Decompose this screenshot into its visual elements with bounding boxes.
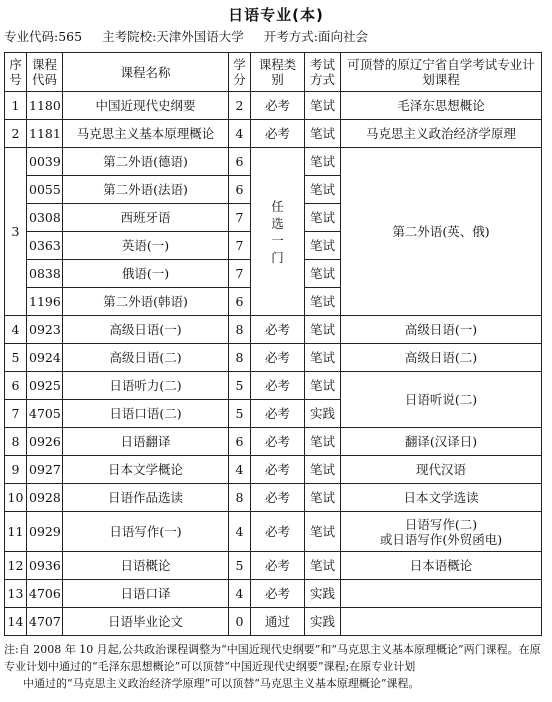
cell-name: 马克思主义基本原理概论 [63,120,229,148]
replace-line-1: 日语写作(二) [404,516,478,532]
cell-credit: 8 [229,344,251,372]
cell-seq: 2 [5,120,27,148]
cell-type: 必考 [251,120,305,148]
cell-type: 必考 [251,456,305,484]
cell-replace [341,580,542,608]
header-seq: 序号 [5,53,27,92]
cell-type: 必考 [251,428,305,456]
cell-replace [341,608,542,636]
cell-exam: 笔试 [305,456,341,484]
table-row [5,552,542,580]
cell-name: 第二外语(韩语) [63,288,229,316]
cell-type: 必考 [251,552,305,580]
cell-exam: 笔试 [305,260,341,288]
cell-credit: 5 [229,552,251,580]
cell-code: 0929 [27,512,63,552]
cell-credit: 5 [229,400,251,428]
cell-exam: 笔试 [305,344,341,372]
cell-name: 第二外语(德语) [63,148,229,176]
cell-type: 必考 [251,512,305,552]
cell-credit: 4 [229,456,251,484]
cell-replace: 毛泽东思想概论 [341,92,542,120]
cell-code: 1180 [27,92,63,120]
table-row [5,456,542,484]
cell-exam: 笔试 [305,288,341,316]
cell-exam: 笔试 [305,512,341,552]
table-row [5,120,542,148]
cell-code: 1181 [27,120,63,148]
exam-school: 主考院校:天津外国语大学 [102,29,244,44]
header-exam: 考试方式 [305,53,341,92]
cell-name: 日语写作(一) [63,512,229,552]
cell-name: 日语翻译 [63,428,229,456]
cell-seq: 14 [5,608,27,636]
cell-replace: 第二外语(英、俄) [341,148,542,316]
cell-seq: 1 [5,92,27,120]
cell-credit: 6 [229,288,251,316]
cell-replace [341,512,542,552]
cell-name: 西班牙语 [63,204,229,232]
cell-code: 0936 [27,552,63,580]
cell-exam: 笔试 [305,204,341,232]
footnote-line-2: 中通过的“马克思主义政治经济学原理”可以顶替“马克思主义基本原理概论”课程。 [23,677,420,690]
table-row [5,316,542,344]
cell-replace: 翻译(汉译日) [341,428,542,456]
cell-code: 0928 [27,484,63,512]
cell-name: 日语口语(二) [63,400,229,428]
cell-exam: 笔试 [305,372,341,400]
cell-name: 第二外语(法语) [63,176,229,204]
cell-credit: 0 [229,608,251,636]
cell-credit: 6 [229,176,251,204]
cell-code: 0039 [27,148,63,176]
cell-credit: 8 [229,484,251,512]
cell-exam: 笔试 [305,92,341,120]
cell-seq: 3 [5,148,27,316]
header-credit: 学分 [229,53,251,92]
cell-type: 必考 [251,400,305,428]
cell-seq: 8 [5,428,27,456]
cell-seq: 6 [5,372,27,400]
cell-code: 0926 [27,428,63,456]
table-row [5,428,542,456]
cell-credit: 6 [229,148,251,176]
replace-line-2: 或日语写作(外贸函电) [379,531,503,547]
cell-code: 0308 [27,204,63,232]
cell-name: 中国近现代史纲要 [63,92,229,120]
cell-code: 4705 [27,400,63,428]
cell-code: 1196 [27,288,63,316]
cell-credit: 7 [229,232,251,260]
cell-replace: 高级日语(二) [341,344,542,372]
cell-exam: 实践 [305,608,341,636]
header-type: 课程类别 [251,53,305,92]
cell-code: 0927 [27,456,63,484]
cell-credit: 6 [229,428,251,456]
cell-exam: 实践 [305,580,341,608]
cell-credit: 5 [229,372,251,400]
table-row [5,372,542,400]
cell-exam: 笔试 [305,552,341,580]
cell-name: 英语(一) [63,232,229,260]
cell-credit: 8 [229,316,251,344]
cell-type: 必考 [251,92,305,120]
cell-name: 日语口译 [63,580,229,608]
cell-replace: 日本文学选读 [341,484,542,512]
table-row [5,484,542,512]
cell-credit: 7 [229,204,251,232]
cell-name: 日本文学概论 [63,456,229,484]
cell-exam: 笔试 [305,484,341,512]
cell-replace: 高级日语(一) [341,316,542,344]
cell-name: 日语听力(二) [63,372,229,400]
cell-type: 必考 [251,580,305,608]
cell-code: 0924 [27,344,63,372]
page-title: 日语专业(本) [228,6,324,24]
table-row [5,608,542,636]
cell-seq: 12 [5,552,27,580]
elective-label: 任选一门 [271,198,284,265]
cell-exam: 笔试 [305,176,341,204]
cell-name: 日语概论 [63,552,229,580]
cell-type: 必考 [251,316,305,344]
cell-code: 0925 [27,372,63,400]
cell-credit: 2 [229,92,251,120]
cell-credit: 4 [229,580,251,608]
cell-exam: 笔试 [305,316,341,344]
cell-exam: 笔试 [305,232,341,260]
table-row [5,344,542,372]
cell-name: 俄语(一) [63,260,229,288]
cell-name: 日语毕业论文 [63,608,229,636]
cell-code: 0363 [27,232,63,260]
cell-seq: 7 [5,400,27,428]
cell-replace: 日语听说(二) [341,372,542,428]
table-row [5,148,542,176]
cell-code: 0055 [27,176,63,204]
footnote-line-1: 注:自 2008 年 10 月起,公共政治课程调整为“中国近现代史纲要”和“马克思主义基本原理概论”两门课程。在原专业计划中通过的“毛泽东思想概论”可以顶替“中国近现代史纲要”课程;在原专业计划 [4,643,541,673]
cell-code: 0923 [27,316,63,344]
exam-mode: 开考方式:面向社会 [263,29,368,44]
cell-credit: 4 [229,512,251,552]
header-name: 课程名称 [63,53,229,92]
cell-type-elective [251,148,305,316]
cell-exam: 实践 [305,400,341,428]
cell-replace: 马克思主义政治经济学原理 [341,120,542,148]
cell-type: 通过 [251,608,305,636]
cell-seq: 4 [5,316,27,344]
cell-replace: 日本语概论 [341,552,542,580]
cell-seq: 9 [5,456,27,484]
cell-name: 高级日语(二) [63,344,229,372]
header-code: 课程代码 [27,53,63,92]
cell-seq: 10 [5,484,27,512]
cell-type: 必考 [251,372,305,400]
cell-credit: 4 [229,120,251,148]
cell-replace: 现代汉语 [341,456,542,484]
cell-code: 4707 [27,608,63,636]
cell-name: 高级日语(一) [63,316,229,344]
cell-seq: 5 [5,344,27,372]
table-row [5,92,542,120]
cell-seq: 13 [5,580,27,608]
cell-code: 0838 [27,260,63,288]
cell-exam: 笔试 [305,148,341,176]
cell-type: 必考 [251,484,305,512]
cell-credit: 7 [229,260,251,288]
cell-exam: 笔试 [305,120,341,148]
cell-name: 日语作品选读 [63,484,229,512]
course-table [4,52,542,636]
cell-exam: 笔试 [305,428,341,456]
program-meta [4,27,384,45]
header-replace: 可顶替的原辽宁省自学考试专业计划课程 [341,53,542,92]
cell-code: 4706 [27,580,63,608]
table-row [5,512,542,552]
cell-type: 必考 [251,344,305,372]
table-row [5,580,542,608]
footnote [4,641,544,692]
program-code: 专业代码:565 [4,29,83,44]
cell-seq: 11 [5,512,27,552]
